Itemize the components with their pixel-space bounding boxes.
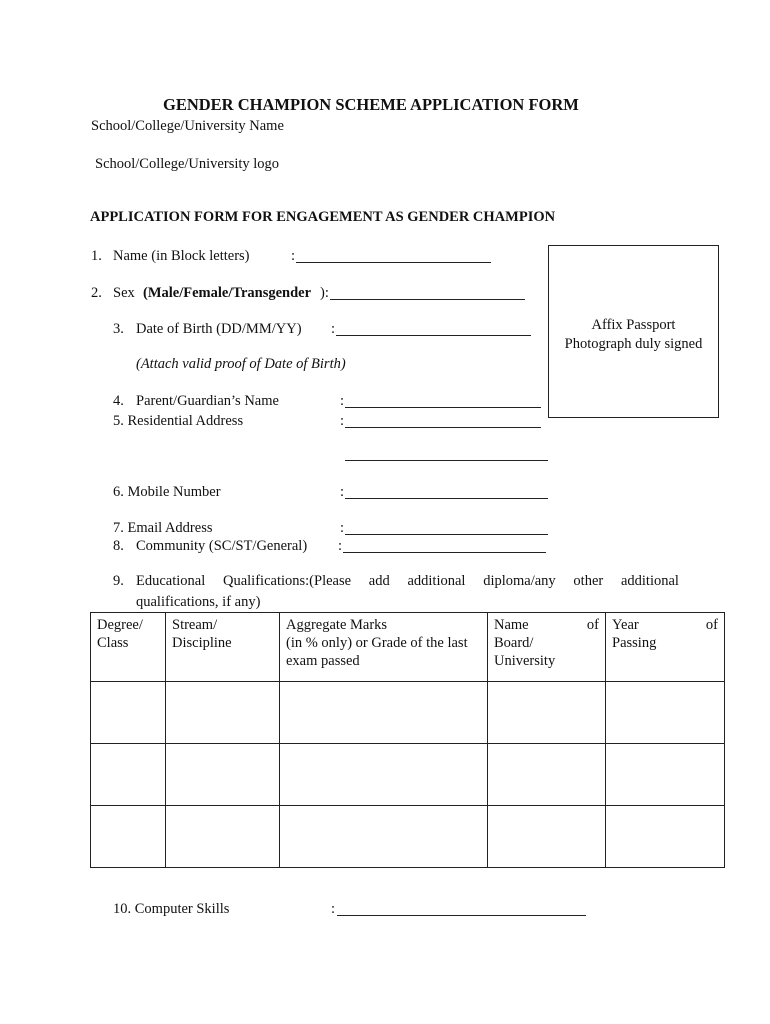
table-cell[interactable] bbox=[91, 682, 166, 744]
sex-label: Sex bbox=[113, 285, 135, 301]
dob-field[interactable] bbox=[336, 335, 531, 336]
header-text: (in % only) or Grade of the last bbox=[286, 635, 468, 651]
education-word: Educational bbox=[136, 573, 206, 589]
name-field[interactable] bbox=[296, 262, 491, 263]
header-stream-discipline bbox=[166, 613, 280, 682]
field-number: 9. bbox=[113, 573, 124, 589]
table-cell[interactable] bbox=[166, 682, 280, 744]
education-word: add bbox=[368, 573, 390, 589]
table-row bbox=[91, 744, 725, 806]
table-row bbox=[91, 682, 725, 744]
email-field[interactable] bbox=[345, 534, 548, 535]
guardian-colon: : bbox=[340, 393, 345, 409]
header-text bbox=[612, 616, 718, 634]
header-text: Passing bbox=[612, 635, 657, 651]
form-title: GENDER CHAMPION SCHEME APPLICATION FORM bbox=[163, 95, 579, 114]
table-cell[interactable] bbox=[280, 806, 488, 868]
header-text: Degree/ bbox=[97, 617, 143, 633]
dob-note: (Attach valid proof of Date of Birth) bbox=[136, 356, 346, 372]
table-row bbox=[91, 806, 725, 868]
header-board-university bbox=[488, 613, 606, 682]
field-number: 2. bbox=[91, 285, 102, 301]
address-field-line2[interactable] bbox=[345, 460, 548, 461]
header-text: exam passed bbox=[286, 653, 360, 669]
header-word: of bbox=[586, 617, 599, 633]
institution-logo-placeholder: School/College/University logo bbox=[95, 156, 280, 172]
guardian-field[interactable] bbox=[345, 407, 541, 408]
table-header-row bbox=[91, 613, 725, 682]
header-text: Aggregate Marks bbox=[286, 617, 388, 633]
education-word: Qualifications:(Please bbox=[223, 573, 352, 589]
header-text: Class bbox=[97, 635, 129, 651]
section-title: APPLICATION FORM FOR ENGAGEMENT AS GENDER CHAMPION bbox=[90, 209, 556, 225]
table-cell[interactable] bbox=[488, 682, 606, 744]
table-cell[interactable] bbox=[606, 744, 725, 806]
passport-photo-box bbox=[548, 245, 719, 418]
community-field[interactable] bbox=[343, 552, 546, 553]
institution-name: School/College/University Name bbox=[91, 118, 284, 134]
name-colon: : bbox=[291, 248, 296, 264]
address-colon: : bbox=[340, 413, 345, 429]
guardian-label: Parent/Guardian’s Name bbox=[136, 393, 279, 409]
header-text: Discipline bbox=[172, 635, 232, 651]
education-instruction bbox=[136, 573, 679, 590]
table-cell[interactable] bbox=[488, 744, 606, 806]
header-year-passing bbox=[606, 613, 725, 682]
name-label: Name (in Block letters) bbox=[113, 248, 250, 264]
header-word: Name bbox=[494, 617, 529, 633]
header-text: University bbox=[494, 653, 556, 669]
field-number: 3. bbox=[113, 321, 124, 337]
field-number: 1. bbox=[91, 248, 102, 264]
field-number: 8. bbox=[113, 538, 124, 554]
community-colon: : bbox=[338, 538, 343, 554]
table-cell[interactable] bbox=[166, 744, 280, 806]
table-cell[interactable] bbox=[488, 806, 606, 868]
table-cell[interactable] bbox=[280, 744, 488, 806]
education-word: additional bbox=[407, 573, 466, 589]
education-word: additional bbox=[620, 573, 679, 589]
header-text: Board/ bbox=[494, 635, 534, 651]
mobile-colon: : bbox=[340, 484, 345, 500]
header-aggregate-marks bbox=[280, 613, 488, 682]
photo-box-line2: Photograph duly signed bbox=[564, 336, 703, 352]
computer-skills-field[interactable] bbox=[337, 915, 586, 916]
table-cell[interactable] bbox=[91, 744, 166, 806]
address-field-line1[interactable] bbox=[345, 427, 541, 428]
header-degree-class bbox=[91, 613, 166, 682]
table-cell[interactable] bbox=[606, 806, 725, 868]
table-cell[interactable] bbox=[91, 806, 166, 868]
header-word: of bbox=[705, 617, 718, 633]
header-word: Year bbox=[612, 617, 639, 633]
email-colon: : bbox=[340, 520, 345, 536]
qualifications-table bbox=[90, 612, 725, 868]
education-instruction-line2: qualifications, if any) bbox=[136, 594, 261, 610]
sex-close: ): bbox=[320, 285, 329, 301]
header-text bbox=[494, 616, 599, 634]
field-number: 4. bbox=[113, 393, 124, 409]
education-word: diploma/any bbox=[483, 573, 556, 589]
sex-options: (Male/Female/Transgender bbox=[143, 285, 312, 301]
sex-field[interactable] bbox=[330, 299, 525, 300]
dob-colon: : bbox=[331, 321, 336, 337]
table-cell[interactable] bbox=[606, 682, 725, 744]
photo-box-line1: Affix Passport bbox=[591, 317, 676, 333]
computer-skills-label: 10. Computer Skills bbox=[113, 901, 230, 917]
community-label: Community (SC/ST/General) bbox=[136, 538, 308, 554]
mobile-label: 6. Mobile Number bbox=[113, 484, 221, 500]
email-label: 7. Email Address bbox=[113, 520, 213, 536]
table-cell[interactable] bbox=[280, 682, 488, 744]
address-label: 5. Residential Address bbox=[113, 413, 244, 429]
mobile-field[interactable] bbox=[345, 498, 548, 499]
dob-label: Date of Birth (DD/MM/YY) bbox=[136, 321, 302, 337]
header-text: Stream/ bbox=[172, 617, 218, 633]
computer-skills-colon: : bbox=[331, 901, 336, 917]
education-word: other bbox=[573, 573, 604, 589]
table-cell[interactable] bbox=[166, 806, 280, 868]
